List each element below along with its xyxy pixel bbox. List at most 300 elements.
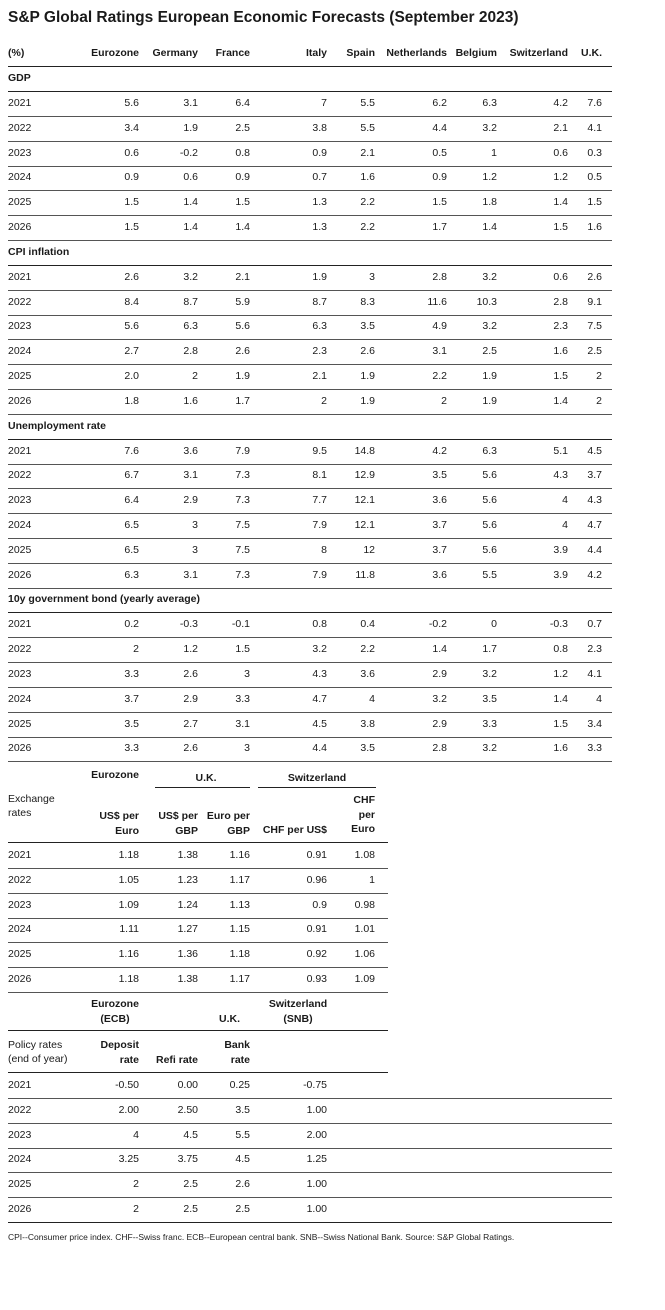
table-cell: 1.9	[482, 394, 497, 407]
table-cell: 2.9	[432, 668, 447, 680]
table-cell: 6.3	[312, 320, 327, 333]
table-cell: 1.00	[306, 1178, 327, 1191]
table-cell: 1.11	[119, 923, 139, 936]
table-cell: 3.3	[124, 742, 139, 755]
table-cell: -0.3	[179, 618, 198, 631]
row-year: 2025	[8, 717, 32, 730]
table-cell: 5.6	[482, 519, 497, 531]
column-header: Euro	[351, 823, 375, 835]
exchange-rates-label: Exchange	[8, 793, 55, 805]
column-header: CHF	[353, 794, 375, 806]
group-header: (SNB)	[283, 1012, 313, 1025]
row-year: 2022	[8, 1103, 32, 1116]
table-cell: 5.6	[482, 494, 497, 507]
table-cell: 0.9	[312, 898, 327, 911]
table-cell: 2.6	[124, 270, 139, 283]
table-cell: 3.8	[360, 717, 375, 730]
header-rule	[8, 842, 388, 843]
table-cell: 0.6	[553, 146, 568, 159]
column-header: CHF per US$	[262, 824, 327, 836]
table-cell: 1.00	[306, 1203, 327, 1215]
table-cell: 3.3	[124, 668, 139, 680]
row-year: 2023	[8, 146, 32, 159]
table-cell: -0.75	[303, 1079, 327, 1091]
row-divider	[8, 141, 612, 142]
table-cell: 1.15	[229, 923, 250, 936]
table-cell: 2	[596, 370, 602, 382]
table-cell: 1.5	[587, 196, 602, 209]
table-cell: 1.5	[124, 221, 139, 233]
row-year: 2024	[8, 692, 32, 705]
section-label: CPI inflation	[8, 245, 70, 258]
row-year: 2026	[8, 221, 32, 233]
row-year: 2022	[8, 295, 32, 308]
table-cell: 3.9	[553, 568, 568, 581]
table-cell: 2.5	[183, 1203, 198, 1215]
row-divider	[8, 389, 612, 390]
table-cell: 11.6	[427, 295, 447, 308]
row-year: 2022	[8, 469, 32, 482]
table-cell: 3.6	[432, 494, 447, 507]
table-cell: 0.5	[432, 146, 447, 159]
table-cell: 6.3	[183, 320, 198, 333]
table-cell: 2	[133, 1203, 139, 1215]
row-divider	[8, 488, 612, 489]
table-cell: 1.38	[177, 973, 198, 985]
table-cell: 7.9	[235, 444, 250, 457]
table-cell: 11.8	[355, 568, 375, 581]
row-year: 2026	[8, 1203, 32, 1215]
table-cell: 1.2	[553, 668, 568, 680]
section-label: GDP	[8, 72, 31, 84]
table-cell: 3.3	[235, 692, 250, 705]
table-cell: 6.5	[124, 543, 139, 556]
section-rule	[8, 265, 612, 266]
table-cell: 0.9	[124, 171, 139, 184]
table-cell: 1.18	[229, 948, 250, 961]
column-header-italy: Italy	[305, 47, 327, 59]
table-cell: 6.3	[482, 444, 497, 457]
table-cell: 1.8	[124, 394, 139, 407]
table-cell: 3.5	[235, 1103, 250, 1116]
column-header-netherlands: Netherlands	[386, 47, 447, 59]
table-cell: 0.3	[587, 146, 602, 159]
table-cell: 2.8	[553, 295, 568, 308]
table-cell: 2.6	[360, 345, 375, 358]
column-header-switzerland: Switzerland	[509, 47, 568, 59]
table-cell: 6.4	[124, 494, 139, 507]
table-cell: 3.2	[432, 692, 447, 705]
row-year: 2021	[8, 618, 32, 631]
column-header: Euro	[115, 824, 139, 837]
table-cell: 0.92	[306, 948, 327, 961]
table-cell: 0.8	[312, 618, 327, 631]
table-cell: 3.6	[183, 444, 198, 457]
column-header: Euro per	[206, 810, 250, 822]
table-cell: 3.1	[183, 469, 198, 482]
table-cell: 1.9	[360, 394, 375, 407]
column-header: GBP	[175, 824, 198, 837]
table-cell: 2.0	[124, 370, 139, 382]
row-year: 2026	[8, 568, 32, 581]
table-cell: 3.2	[183, 270, 198, 283]
table-cell: 0.8	[553, 643, 568, 656]
table-cell: 2.3	[587, 643, 602, 656]
table-cell: -0.1	[231, 618, 250, 631]
table-cell: 1	[369, 873, 375, 886]
row-year: 2026	[8, 973, 32, 985]
table-cell: 4	[369, 692, 375, 705]
row-year: 2026	[8, 394, 32, 407]
group-header-uk: U.K.	[195, 772, 217, 784]
policy-rates-label: (end of year)	[8, 1053, 68, 1065]
table-cell: -0.3	[549, 618, 568, 631]
column-header: Deposit	[100, 1039, 139, 1051]
table-cell: 2.9	[432, 717, 447, 730]
row-year: 2022	[8, 643, 32, 656]
row-divider	[8, 868, 388, 869]
table-cell: 4.7	[587, 519, 602, 531]
table-cell: 2.00	[306, 1128, 327, 1141]
row-year: 2023	[8, 898, 32, 911]
table-cell: 1.5	[553, 221, 568, 233]
row-divider	[8, 712, 612, 713]
row-divider	[8, 1148, 612, 1149]
row-divider	[8, 967, 388, 968]
row-year: 2023	[8, 494, 32, 507]
table-cell: 3.25	[118, 1153, 139, 1166]
table-cell: 2	[321, 394, 327, 407]
table-cell: 1.9	[235, 370, 250, 382]
table-cell: 1.01	[354, 923, 375, 936]
table-cell: 0.91	[306, 923, 327, 936]
table-cell: 0.6	[553, 270, 568, 283]
table-cell: 2.8	[183, 345, 198, 358]
table-cell: 1.09	[118, 898, 139, 911]
table-cell: 1.6	[553, 742, 568, 755]
row-year: 2022	[8, 873, 32, 886]
table-cell: 8.7	[312, 295, 327, 308]
row-year: 2024	[8, 1153, 32, 1166]
table-cell: 0.6	[183, 171, 198, 184]
table-cell: 9.1	[587, 295, 602, 308]
row-year: 2021	[8, 444, 32, 457]
header-rule	[8, 1072, 388, 1073]
group-header-eurozone: Eurozone	[91, 769, 139, 781]
row-divider	[8, 637, 612, 638]
table-cell: 4.5	[183, 1128, 198, 1141]
row-divider	[8, 513, 612, 514]
table-cell: 4.7	[312, 692, 327, 705]
table-cell: 5.6	[482, 543, 497, 556]
row-divider	[8, 942, 388, 943]
table-cell: 2.50	[177, 1103, 198, 1116]
table-cell: 14.8	[354, 444, 375, 457]
table-cell: 5.6	[124, 320, 139, 333]
table-cell: 1.7	[432, 221, 447, 233]
table-cell: 4.5	[587, 444, 602, 457]
row-year: 2025	[8, 1178, 32, 1191]
row-divider	[8, 464, 612, 465]
table-cell: 3.2	[482, 668, 497, 680]
table-cell: 1.5	[553, 370, 568, 382]
table-cell: 1.7	[235, 394, 250, 407]
table-cell: 1.4	[183, 221, 198, 233]
row-year: 2021	[8, 1079, 32, 1091]
row-year: 2024	[8, 345, 32, 358]
table-cell: 1.18	[118, 849, 139, 861]
table-cell: 4.2	[432, 444, 447, 457]
table-cell: 5.5	[235, 1128, 250, 1141]
row-divider	[8, 190, 612, 191]
table-cell: 10.3	[476, 295, 497, 308]
table-cell: 2.9	[183, 494, 198, 507]
row-year: 2023	[8, 1128, 32, 1141]
column-header-germany: Germany	[152, 47, 198, 59]
table-cell: 7.3	[235, 469, 250, 482]
row-year: 2021	[8, 97, 32, 109]
table-cell: 2.6	[587, 270, 602, 283]
row-divider	[8, 992, 388, 993]
table-cell: 1.9	[312, 270, 327, 283]
table-cell: 3.2	[312, 643, 327, 656]
table-cell: -0.50	[115, 1079, 139, 1091]
table-cell: 7.7	[312, 494, 327, 507]
row-year: 2021	[8, 270, 32, 283]
table-cell: 4.5	[312, 717, 327, 730]
table-cell: 2.6	[235, 1178, 250, 1191]
table-cell: 4	[133, 1128, 139, 1141]
table-cell: 3	[244, 742, 250, 755]
table-cell: 1.36	[177, 948, 198, 961]
table-cell: 1.17	[229, 973, 250, 985]
row-year: 2023	[8, 320, 32, 333]
table-cell: 0.91	[306, 849, 327, 861]
table-cell: 3.5	[360, 320, 375, 333]
table-cell: 6.3	[482, 97, 497, 109]
table-cell: 2	[133, 1178, 139, 1191]
table-cell: 1.3	[312, 221, 327, 233]
row-divider	[8, 1172, 612, 1173]
table-cell: 1.5	[235, 196, 250, 209]
column-header: per	[358, 808, 375, 821]
table-cell: 1.4	[235, 221, 250, 233]
table-cell: 2.5	[183, 1178, 198, 1191]
table-cell: 1.4	[183, 196, 198, 209]
table-cell: -0.2	[179, 146, 198, 159]
table-cell: 1.17	[229, 873, 250, 886]
table-cell: 4.2	[553, 97, 568, 109]
table-cell: 1.18	[118, 973, 139, 985]
row-year: 2024	[8, 171, 32, 184]
table-cell: 1.5	[124, 196, 139, 209]
table-cell: 3.7	[432, 543, 447, 556]
table-cell: 1.4	[553, 394, 568, 407]
table-cell: 1.23	[177, 873, 198, 886]
column-header: US$ per	[99, 810, 139, 822]
table-cell: 1.5	[235, 643, 250, 656]
row-divider	[8, 538, 612, 539]
table-cell: 1.13	[229, 898, 250, 911]
column-header-eurozone: Eurozone	[91, 47, 139, 59]
table-cell: 2.9	[183, 692, 198, 705]
table-cell: 3.5	[432, 469, 447, 482]
row-divider	[8, 364, 612, 365]
table-cell: 5.5	[360, 97, 375, 109]
row-divider	[8, 563, 612, 564]
column-header: Bank	[224, 1039, 250, 1051]
group-header-switzerland: Switzerland	[287, 772, 347, 784]
table-cell: 1.8	[482, 196, 497, 209]
table-cell: 4.1	[587, 668, 602, 680]
table-cell: 2.3	[553, 320, 568, 333]
table-cell: 8.4	[124, 295, 139, 308]
table-cell: 2	[441, 394, 447, 407]
table-cell: 1.05	[118, 873, 139, 886]
table-cell: 2.5	[235, 1203, 250, 1215]
table-cell: 0.00	[177, 1079, 198, 1091]
group-rule-uk	[155, 787, 250, 788]
table-cell: 3	[192, 543, 198, 556]
table-cell: 7.5	[587, 320, 602, 333]
section-rule	[8, 91, 612, 92]
table-cell: 12.9	[354, 469, 375, 482]
table-cell: 1.16	[229, 849, 250, 861]
table-cell: 3	[369, 270, 375, 283]
table-cell: 1.7	[482, 643, 497, 656]
table-cell: 1.09	[354, 973, 375, 985]
table-cell: 3	[192, 519, 198, 531]
table-cell: 2.1	[360, 146, 375, 159]
table-cell: 2.6	[183, 742, 198, 755]
table-cell: 3.3	[587, 742, 602, 755]
table-cell: 1.3	[312, 196, 327, 209]
row-year: 2025	[8, 543, 32, 556]
table-cell: 6.3	[124, 568, 139, 581]
table-cell: 2.7	[124, 345, 139, 358]
table-cell: 3.5	[482, 692, 497, 705]
table-cell: 0.98	[354, 898, 375, 911]
table-cell: 4	[562, 519, 568, 531]
table-cell: 4.4	[312, 742, 327, 755]
row-year: 2024	[8, 519, 32, 531]
table-cell: 0.7	[312, 171, 327, 184]
table-cell: 4.1	[587, 121, 602, 134]
row-divider	[8, 893, 388, 894]
table-cell: 1.9	[482, 370, 497, 382]
table-cell: 0.9	[235, 171, 250, 184]
row-divider	[8, 315, 612, 316]
table-cell: 0.25	[229, 1079, 250, 1091]
table-cell: -0.2	[428, 618, 447, 631]
table-cell: 3.4	[124, 121, 139, 134]
column-header: rate	[119, 1053, 139, 1066]
table-cell: 1	[491, 146, 497, 159]
row-divider	[8, 116, 612, 117]
table-cell: 2.6	[235, 345, 250, 358]
table-cell: 1.2	[482, 171, 497, 184]
table-cell: 2.2	[360, 643, 375, 656]
table-cell: 12	[363, 543, 375, 556]
table-cell: 12.1	[354, 494, 375, 507]
table-cell: 3.9	[553, 543, 568, 556]
table-cell: 12.1	[354, 519, 375, 531]
table-cell: 5.5	[360, 121, 375, 134]
table-cell: 3.1	[432, 345, 447, 358]
row-divider	[8, 1098, 612, 1099]
table-cell: 2.2	[360, 196, 375, 209]
table-cell: 4.3	[312, 668, 327, 680]
table-cell: 2.1	[312, 370, 327, 382]
table-cell: 3.6	[432, 568, 447, 581]
column-header: rate	[230, 1053, 250, 1066]
table-cell: 3.1	[183, 97, 198, 109]
table-cell: 1.06	[354, 948, 375, 961]
row-year: 2025	[8, 370, 32, 382]
table-cell: 1.08	[354, 849, 375, 861]
table-cell: 2	[133, 643, 139, 656]
group-header: Switzerland	[268, 998, 328, 1010]
table-cell: 0.4	[360, 618, 375, 631]
table-cell: 1.6	[360, 171, 375, 184]
table-cell: 2.1	[235, 270, 250, 283]
table-cell: 2.3	[312, 345, 327, 358]
row-divider	[8, 240, 612, 241]
table-cell: 0.93	[306, 973, 327, 985]
policy-rates-label: Policy rates	[8, 1039, 63, 1051]
table-cell: 2.5	[587, 345, 602, 358]
table-cell: 6.5	[124, 519, 139, 531]
table-cell: 6.4	[235, 97, 250, 109]
table-cell: 2.2	[432, 370, 447, 382]
table-cell: 1.4	[553, 692, 568, 705]
unit-label: (%)	[8, 47, 25, 59]
table-cell: 4.3	[553, 469, 568, 482]
table-cell: 3.5	[124, 717, 139, 730]
table-cell: 2.1	[553, 121, 568, 134]
row-divider	[8, 414, 612, 415]
table-cell: 4.5	[235, 1153, 250, 1166]
table-cell: 4.4	[587, 543, 602, 556]
table-cell: 3.6	[360, 668, 375, 680]
table-cell: 1.6	[553, 345, 568, 358]
row-year: 2021	[8, 849, 32, 861]
row-divider	[8, 737, 612, 738]
row-year: 2024	[8, 923, 32, 936]
table-cell: 0.9	[312, 146, 327, 159]
row-year: 2025	[8, 196, 32, 209]
table-cell: 2.8	[432, 270, 447, 283]
row-divider	[8, 1197, 612, 1198]
table-cell: 1.5	[432, 196, 447, 209]
table-cell: 1.2	[553, 171, 568, 184]
table-cell: 4.3	[587, 494, 602, 507]
table-cell: 7.5	[235, 543, 250, 556]
group-rule-switzerland	[258, 787, 376, 788]
table-cell: 7.9	[312, 568, 327, 581]
table-cell: 4.9	[432, 320, 447, 333]
column-header: US$ per	[158, 810, 198, 822]
table-cell: 1.4	[553, 196, 568, 209]
table-cell: 8.3	[360, 295, 375, 308]
table-cell: 5.5	[482, 568, 497, 581]
table-cell: 2	[192, 370, 198, 382]
table-cell: 0	[491, 618, 497, 631]
table-cell: 1.2	[183, 643, 198, 656]
footnote: CPI--Consumer price index. CHF--Swiss franc. ECB--European central bank. SNB--Swiss National Bank. Source: S&P Global Ratings.	[8, 1232, 515, 1242]
column-header: GBP	[227, 824, 250, 837]
table-cell: 3.2	[482, 320, 497, 333]
